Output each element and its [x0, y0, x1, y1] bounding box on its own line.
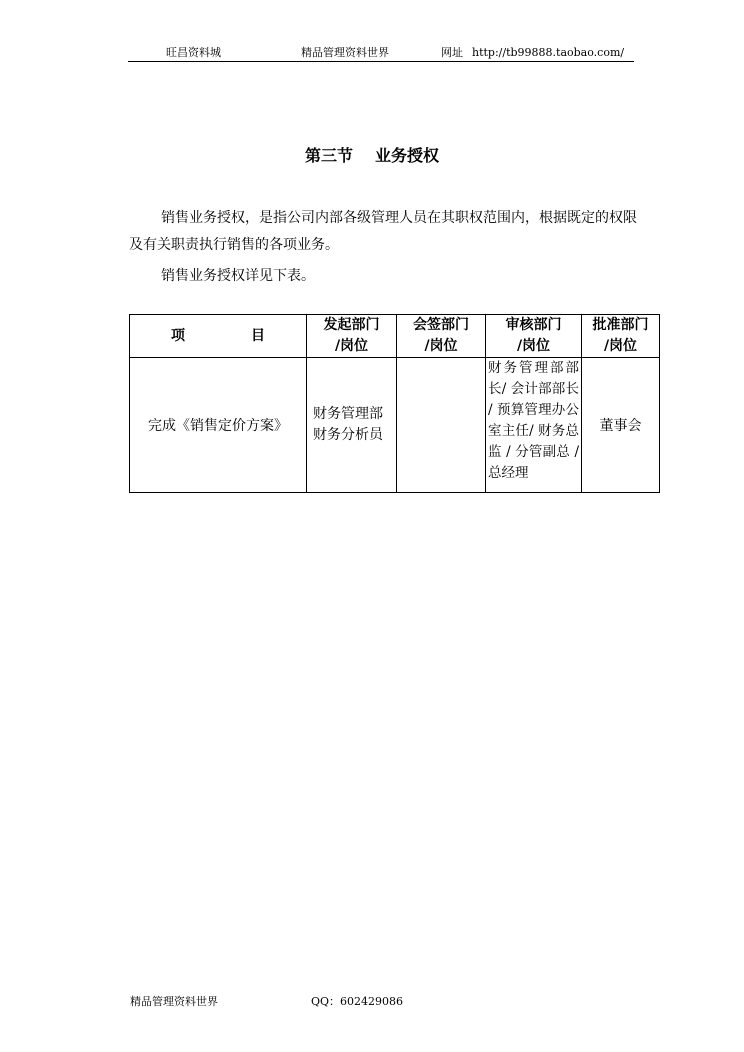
header-approve: [582, 315, 660, 358]
header-cosign: [397, 315, 486, 358]
header-initiate-line2: /岗位: [334, 338, 369, 354]
cell-approve: 董事会: [582, 358, 660, 493]
table-row: [130, 358, 660, 493]
footer-world-name: 精品管理资料世界: [130, 995, 218, 1008]
header-url-label: 网址: [441, 46, 463, 59]
cell-cosign: [397, 358, 486, 493]
footer-qq: QQ：602429086: [311, 995, 404, 1008]
header-url: http://tb99888.taobao.com/: [472, 46, 625, 59]
header-review-line2: /岗位: [516, 338, 551, 354]
header-initiate: [307, 315, 397, 358]
header-cosign-line1: 会签部门: [413, 317, 469, 333]
header-initiate-line1: 发起部门: [323, 317, 380, 333]
table-header-row: [130, 315, 660, 358]
header-world-name: 精品管理资料世界: [301, 46, 389, 59]
header-item-part1: 项: [171, 327, 185, 344]
cell-initiate-line1: 财务管理部: [313, 406, 383, 422]
section-name: 业务授权: [375, 146, 440, 165]
header-review: [486, 315, 582, 358]
header-approve-line2: /岗位: [603, 338, 638, 354]
section-title: [0, 145, 744, 167]
authorization-table: [129, 314, 660, 493]
cell-review: 财务管理部部长/ 会计部部长 / 预算管理办公室主任/ 财务总监 / 分管副总 / 总经理: [486, 358, 582, 493]
intro-paragraph: 销售业务授权，是指公司内部各级管理人员在其职权范围内，根据既定的权限及有关职责执行销售的各项业务。: [129, 210, 637, 253]
cell-initiate: [307, 358, 397, 493]
section-number: 第三节: [304, 146, 353, 165]
header-approve-line1: 批准部门: [592, 317, 649, 333]
header-review-line1: 审核部门: [505, 317, 562, 333]
page-header: [128, 44, 634, 62]
cell-initiate-line2: 财务分析员: [313, 427, 383, 443]
header-cosign-line2: /岗位: [424, 338, 458, 354]
header-item-part2: 目: [251, 327, 265, 344]
header-shop-name: 旺昌资料城: [166, 46, 221, 59]
table-reference-paragraph: 销售业务授权详见下表。: [161, 268, 315, 284]
cell-item: 完成《销售定价方案》: [130, 358, 307, 493]
header-item: [130, 315, 307, 358]
